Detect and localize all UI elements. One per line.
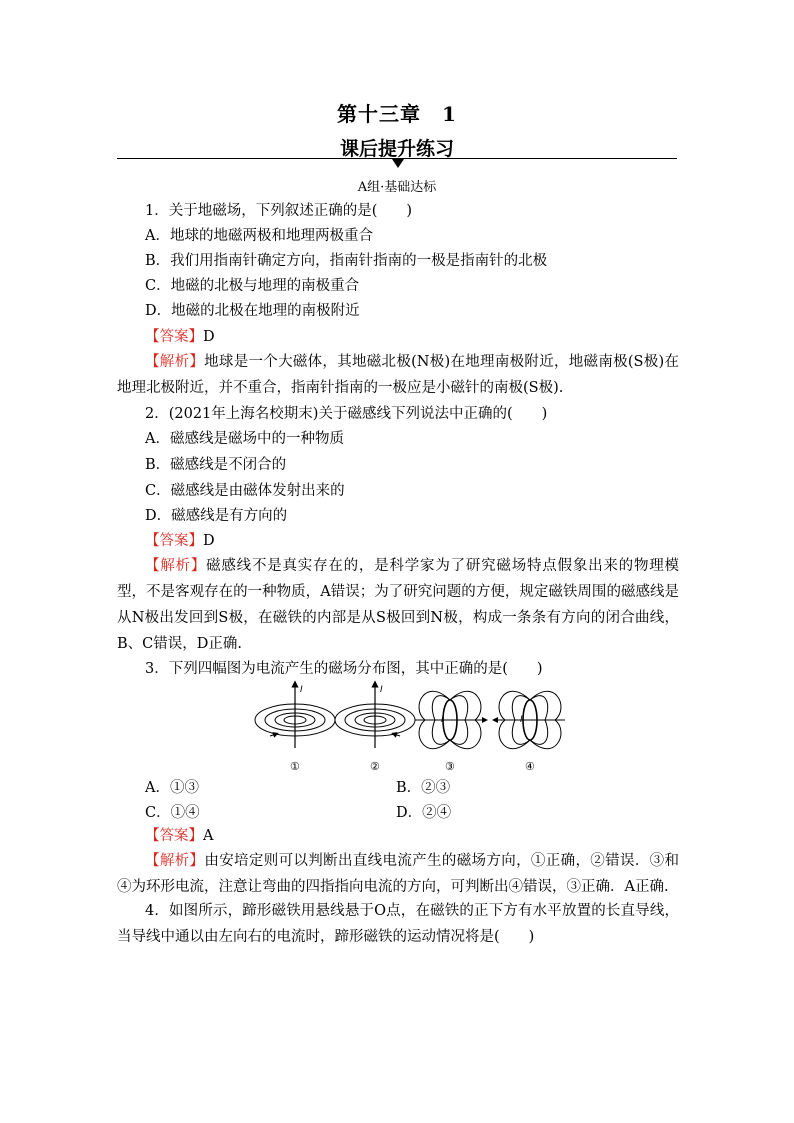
- q1-analysis-text: 地球是一个大磁体，其地磁北极(N极)在地理南极附近，地磁南极(S极)在地理北极附近，并不重合，指南针指南的一极应是小磁针的南极(S极).: [117, 354, 679, 396]
- q2-option-a: A．磁感线是磁场中的一种物质: [145, 431, 344, 447]
- page-subtitle: 课后提升练习: [339, 138, 454, 160]
- q3-option-d: D．②④: [396, 805, 452, 821]
- q3-option-b: B．②③: [396, 780, 451, 796]
- q2-option-c: C．磁感线是由磁体发射出来的: [145, 483, 345, 499]
- q2-analysis: [117, 553, 679, 657]
- section-label: A组·基础达标: [357, 180, 437, 195]
- analysis-tag: 【解析】: [145, 558, 207, 574]
- figure-label-1: ①: [290, 760, 300, 773]
- magnetic-field-figure: [250, 678, 570, 776]
- q2-answer: [145, 531, 215, 551]
- answer-tag: 【答案】: [145, 533, 203, 549]
- figure-label-4: ④: [525, 760, 535, 773]
- page-title: 第十三章 1: [337, 102, 457, 126]
- q3-analysis: [117, 848, 679, 900]
- q3-option-a: A．①③: [145, 780, 199, 796]
- q1-analysis: [117, 349, 679, 401]
- current-label: I: [380, 685, 383, 695]
- figure-4-loop-current: [495, 691, 565, 773]
- q3-option-c: C．①④: [145, 805, 200, 821]
- q4-stem: 4．如图所示，蹄形磁铁用悬线悬于O点，在磁铁的正下方有水平放置的长直导线，当导线中通以由左向右的电流时，蹄形磁铁的运动情况将是( ): [117, 903, 679, 945]
- q1-stem: 1．关于地磁场，下列叙述正确的是( ): [145, 203, 413, 219]
- figure-2-straight-wire: [335, 684, 415, 773]
- q1-option-d: D．地磁的北极在地理的南极附近: [145, 303, 360, 319]
- q1-answer: [145, 327, 215, 347]
- q2-option-d: D．磁感线是有方向的: [145, 508, 288, 524]
- q2-option-b: B．磁感线是不闭合的: [145, 457, 287, 473]
- q3-answer: [145, 826, 213, 846]
- answer-tag: 【答案】: [145, 329, 203, 345]
- q1-answer-value: D: [203, 329, 215, 345]
- q1-option-b: B．我们用指南针确定方向，指南针指南的一极是指南针的北极: [145, 253, 548, 269]
- q3-stem: 3．下列四幅图为电流产生的磁场分布图，其中正确的是( ): [145, 661, 543, 677]
- down-triangle-icon: [392, 159, 404, 168]
- q2-stem: 2．(2021年上海名校期末)关于磁感线下列说法中正确的( ): [145, 406, 548, 422]
- answer-tag: 【答案】: [145, 828, 203, 844]
- q1-option-a: A．地球的地磁两极和地理两极重合: [145, 228, 373, 244]
- current-label: I: [300, 685, 303, 695]
- analysis-tag: 【解析】: [145, 853, 205, 869]
- q3-analysis-text: 由安培定则可以判断出直线电流产生的磁场方向，①正确，②错误．③和④为环形电流，注意让弯曲的四指指向电流的方向，可判断出④错误，③正确．A正确.: [117, 853, 680, 895]
- current-label: I: [520, 715, 523, 725]
- figure-3-loop-current: [415, 691, 485, 773]
- q1-option-c: C．地磁的北极与地理的南极重合: [145, 278, 360, 294]
- q2-answer-value: D: [203, 533, 215, 549]
- figure-1-straight-wire: [255, 684, 335, 773]
- analysis-tag: 【解析】: [145, 354, 205, 370]
- q2-analysis-text: 磁感线不是真实存在的，是科学家为了研究磁场特点假象出来的物理模型，不是客观存在的一种物质，A错误；为了研究问题的方便，规定磁铁周围的磁感线是从N极出发回到S极，在磁铁的内部是从S极回到N极，构成一条条有方向的闭合曲线，B、C错误，D正确.: [117, 558, 680, 652]
- q3-answer-value: A: [203, 828, 214, 844]
- current-label: I: [441, 715, 444, 725]
- figure-label-3: ③: [445, 760, 455, 773]
- figure-label-2: ②: [370, 760, 380, 773]
